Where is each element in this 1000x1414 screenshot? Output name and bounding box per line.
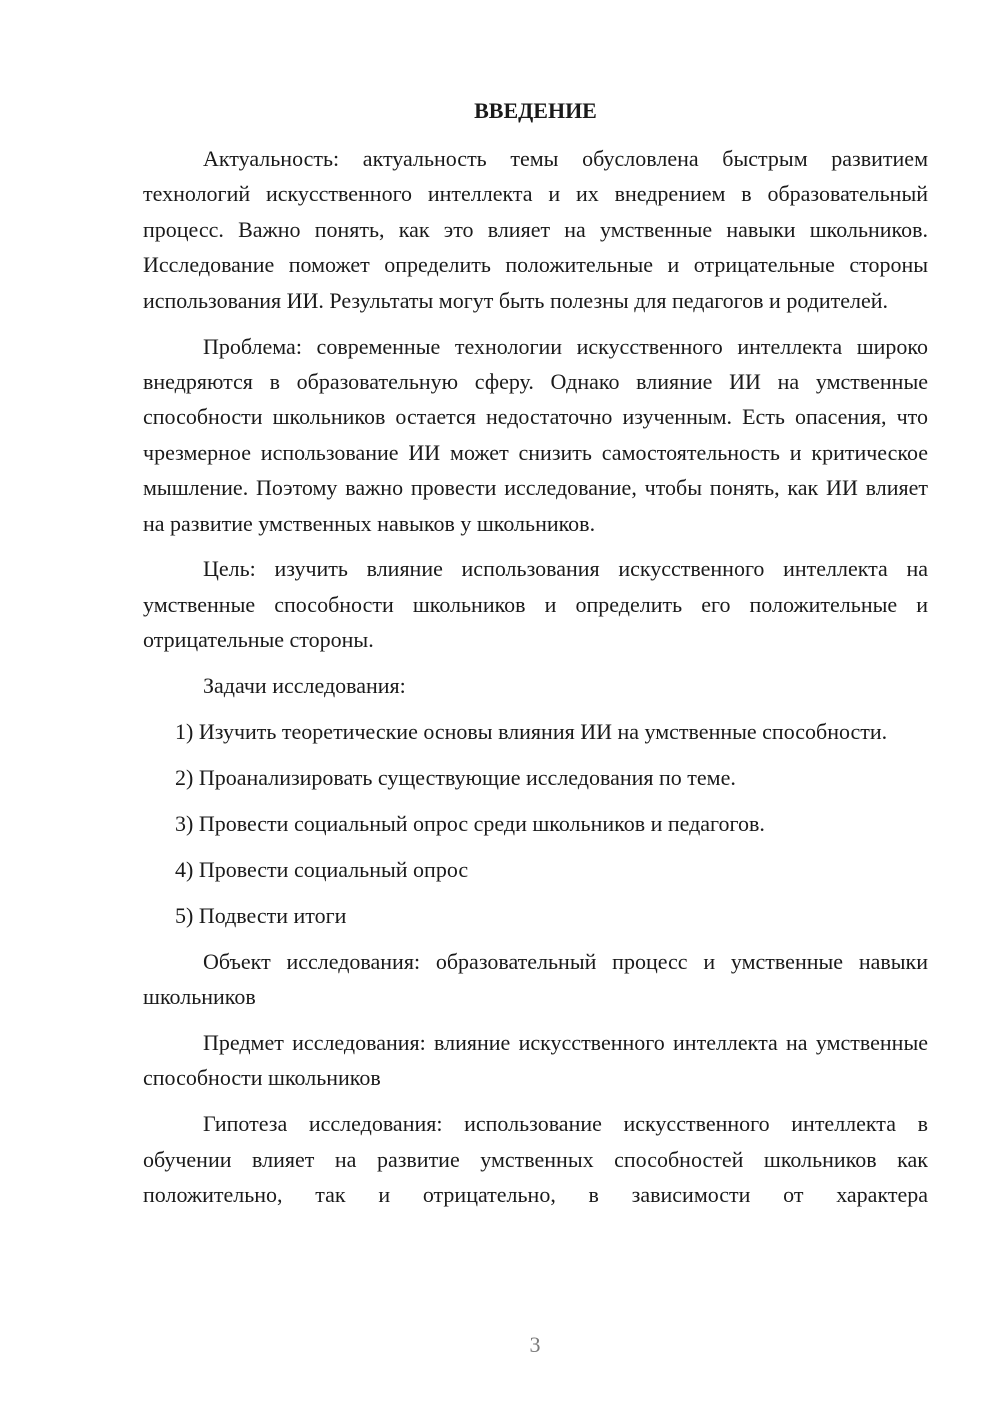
tasks-heading: Задачи исследования: <box>203 673 406 699</box>
task-item-4: 4) Провести социальный опрос <box>175 856 469 882</box>
task-item-1: 1) Изучить теоретические основы влияния ИИ на умственные способности. <box>175 719 888 745</box>
task-item-2: 2) Проанализировать существующие исследования по теме. <box>175 765 736 790</box>
relevance-paragraph: Актуальность: актуальность темы обусловлена быстрым развитием технологий искусственного интеллекта и их внедрением в образовательный процесс. Важно понять, как это влияет на умственные навыки школьников. Исследование поможет определить положительные и отрицательные стороны использования ИИ. Результаты могут быть полезны для педагогов и родителей. <box>143 146 928 313</box>
goal-paragraph: Цель: изучить влияние использования искусственного интеллекта на умственные способности школьников и определить его положительные и отрицательные стороны. <box>143 556 928 653</box>
object-paragraph: Объект исследования: образовательный процесс и умственные навыки школьников <box>143 948 928 1010</box>
hypothesis-paragraph: Гипотеза исследования: использование искусственного интеллекта в обучении влияет на развитие умственных способностей школьников как положительно, так и отрицательно, в зависимости от характера <box>143 1111 928 1208</box>
task-item-5: 5) Подвести итоги <box>175 902 347 928</box>
subject-paragraph: Предмет исследования: влияние искусственного интеллекта на умственные способности школьников <box>143 1029 928 1091</box>
problem-paragraph: Проблема: современные технологии искусственного интеллекта широко внедряются в образовательную сферу. Однако влияние ИИ на умственные способности школьников остается недостаточно изученным. Есть опасения, что чрезмерное использование ИИ может снизить самостоятельность и критическое мышление. Поэтому важно провести исследование, чтобы понять, как ИИ влияет на развитие умственных навыков у школьников. <box>143 333 928 536</box>
task-item-3: 3) Провести социальный опрос среди школьников и педагогов. <box>175 810 765 836</box>
section-heading: ВВЕДЕНИЕ <box>474 98 597 123</box>
page-number: 3 <box>529 1332 541 1357</box>
document-page <box>143 94 928 1212</box>
